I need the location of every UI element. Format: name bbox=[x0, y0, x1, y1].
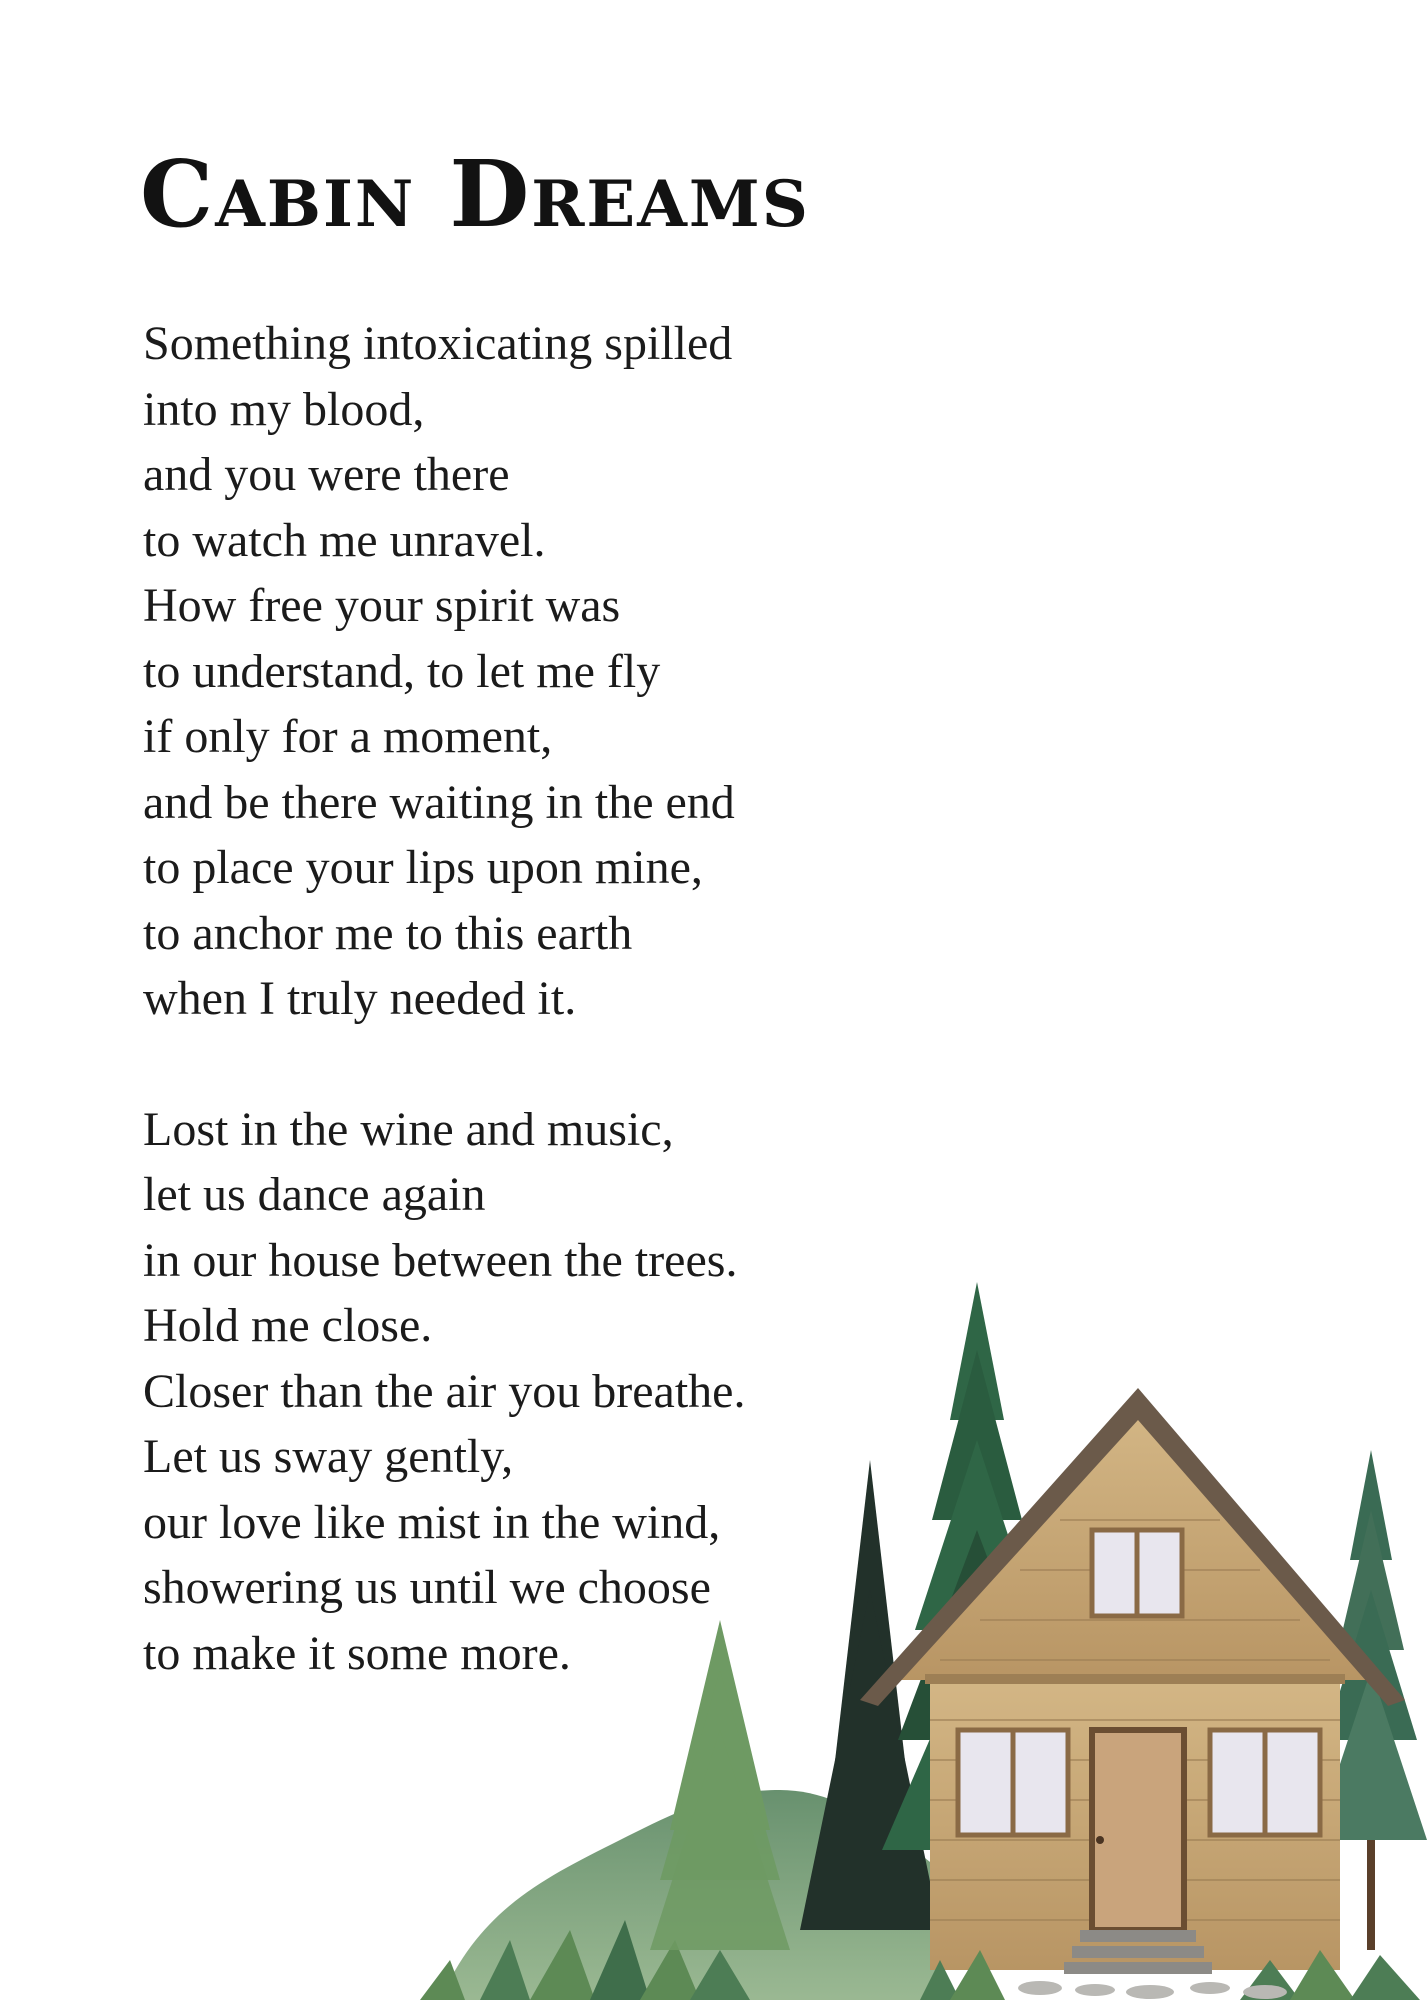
poem-line: when I truly needed it. bbox=[143, 972, 577, 1025]
poem-line: into my blood, bbox=[143, 382, 425, 436]
poem-line: Something intoxicating spilled bbox=[143, 317, 733, 370]
poem-title: Cabin Dreams bbox=[140, 140, 810, 248]
cabin bbox=[860, 1388, 1405, 1974]
poem-line: to watch me unravel. bbox=[143, 513, 546, 567]
cabin-door bbox=[1092, 1730, 1184, 1930]
poem-line: Let us sway gently, bbox=[143, 1430, 514, 1483]
light-fir-tree bbox=[650, 1620, 790, 1950]
poem-line: to anchor me to this earth bbox=[143, 906, 633, 960]
cabin-illustration bbox=[420, 1270, 1428, 2000]
poem-line: to understand, to let me fly bbox=[143, 644, 661, 698]
poem-line: in our house between the trees. bbox=[143, 1233, 738, 1287]
poem-line: and be there waiting in the end bbox=[143, 775, 735, 829]
poem-line: to make it some more. bbox=[143, 1626, 571, 1680]
poem-line: to place your lips upon mine, bbox=[143, 841, 703, 894]
poem-line: showering us until we choose bbox=[143, 1561, 711, 1614]
attic-window bbox=[1092, 1530, 1182, 1616]
poem-line: and you were there bbox=[143, 448, 510, 501]
poem-line: if only for a moment, bbox=[143, 710, 553, 763]
poem-line: Hold me close. bbox=[143, 1299, 433, 1352]
poem-line: our love like mist in the wind, bbox=[143, 1495, 721, 1549]
poem-line: Closer than the air you breathe. bbox=[143, 1364, 746, 1418]
poem-line: let us dance again bbox=[143, 1168, 486, 1221]
poem-line: Lost in the wine and music, bbox=[143, 1102, 674, 1156]
right-window bbox=[1210, 1730, 1320, 1835]
stanza-1 bbox=[143, 311, 903, 1032]
left-window bbox=[958, 1730, 1068, 1835]
poem-line: How free your spirit was bbox=[143, 579, 621, 632]
cabin-steps bbox=[1064, 1930, 1212, 1974]
